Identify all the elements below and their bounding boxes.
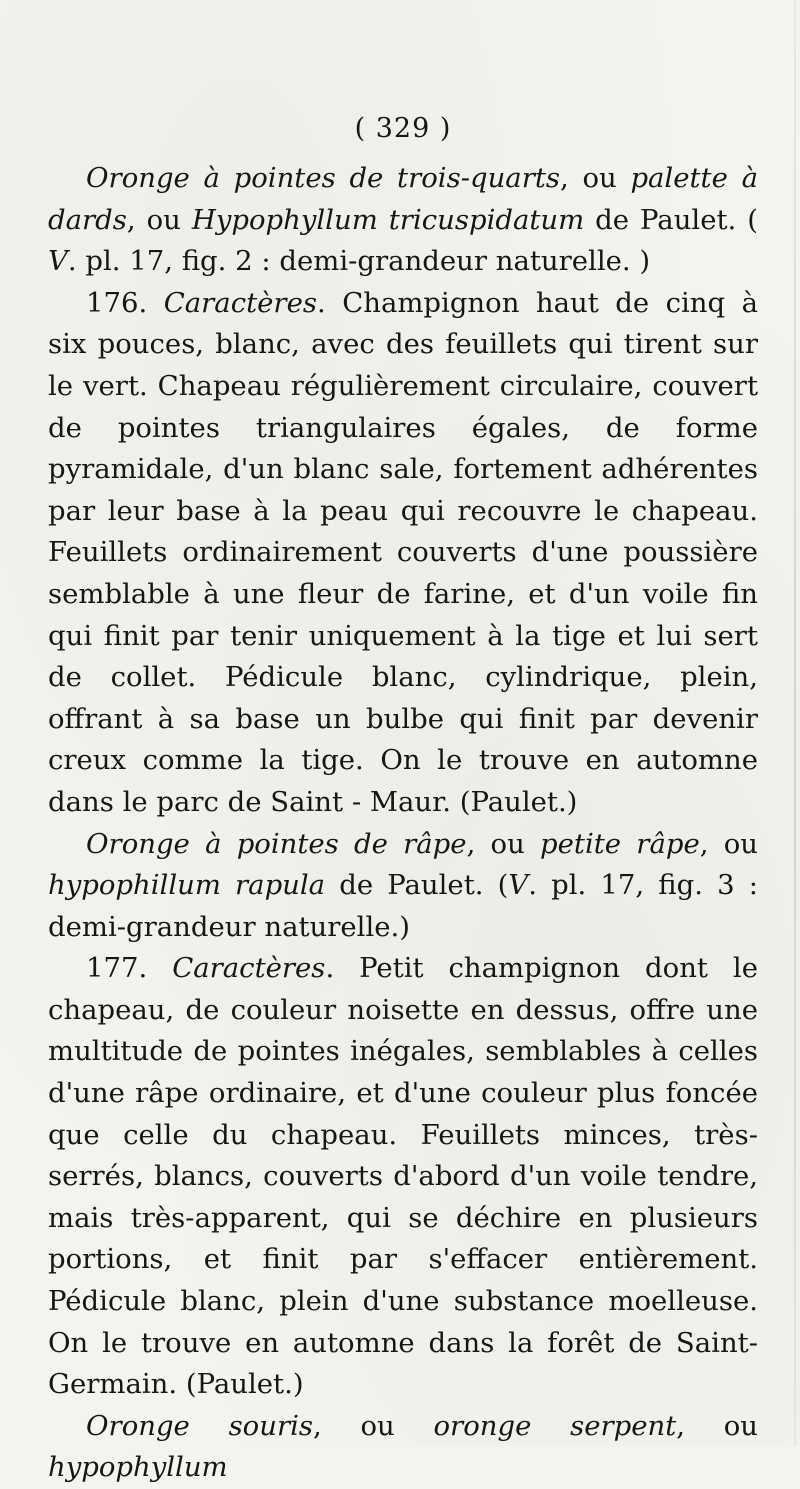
italic-text: Oronge souris: [86, 1409, 314, 1442]
page-text-body: [48, 158, 758, 1489]
italic-text: hypophillum rapula: [48, 869, 326, 902]
text-run: , ou: [699, 827, 758, 860]
italic-text: petite râpe: [540, 827, 700, 860]
text-run: de Paulet. (: [584, 203, 758, 236]
text-run: , ou: [560, 162, 631, 194]
text-run: . Champignon haut de cinq à six pouces, blanc, avec des feuillets qui tirent sur le vert. Chapeau régulièrement circulaire, couvert de pointes triangulaires égales, de forme pyramidale, d'un blanc sale, fortement adhérentes par leur base à la peau qui recouvre le chapeau. Feuillets ordinairement couverts d'une poussière semblable à une fleur de farine, et d'un voile fin qui finit par tenir uniquement à la tige et lui sert de collet. Pédicule blanc, cylindrique, plein, offrant à sa base un bulbe qui finit par devenir creux comme la tige. On le trouve en automne dans le parc de Saint - Maur. (Paulet.): [48, 286, 758, 818]
paragraph-caracteres-176: [48, 283, 758, 824]
text-run: , ou: [126, 203, 192, 236]
italic-text: oronge serpent: [433, 1409, 677, 1442]
text-run: , ou: [676, 1409, 759, 1442]
paragraph-oronge-rape-heading: [48, 824, 758, 949]
italic-text: Oronge à pointes de râpe: [86, 827, 467, 860]
text-run: , ou: [313, 1409, 434, 1442]
paragraph-oronge-souris-heading: [48, 1406, 758, 1489]
italic-text: hypophyllum: [48, 1451, 228, 1484]
page-edge-shadow: [794, 0, 796, 1446]
italic-text: Caractères: [172, 952, 326, 985]
text-run: . pl. 17, fig. 2 : demi-grandeur naturelle. ): [67, 245, 651, 278]
paragraph-caracteres-177: [48, 948, 758, 1406]
italic-text: V: [48, 245, 68, 278]
italic-text: V: [508, 869, 529, 902]
text-run: 177.: [86, 952, 173, 985]
text-run: , ou: [466, 827, 541, 860]
italic-text: Caractères: [163, 286, 317, 319]
page-number: ( 329 ): [354, 113, 452, 144]
italic-text: Oronge à pointes de trois-quarts: [86, 162, 561, 194]
text-run: de Paulet. (: [325, 869, 509, 902]
italic-text: Hypophyllum tricuspidatum: [191, 203, 585, 236]
paragraph-oronge-trois-quarts-heading: [48, 158, 758, 283]
text-run: . Petit champignon dont le chapeau, de couleur noisette en dessus, offre une multitude de pointes inégales, semblables à celles d'une râpe ordinaire, et d'une couleur plus foncée que celle du chapeau. Feuillets minces, très-serrés, blancs, couverts d'abord d'un voile tendre, mais très-apparent, qui se déchire en plusieurs portions, et finit par s'effacer entièrement. Pédicule blanc, plein d'une substance moelleuse. On le trouve en automne dans la forêt de Saint-Germain. (Paulet.): [48, 952, 758, 1401]
italic-text: palette à dards: [48, 162, 758, 236]
text-run: . pl. 17, fig. 3 : demi-grandeur naturelle.): [48, 869, 758, 943]
text-run: 176.: [86, 286, 164, 319]
